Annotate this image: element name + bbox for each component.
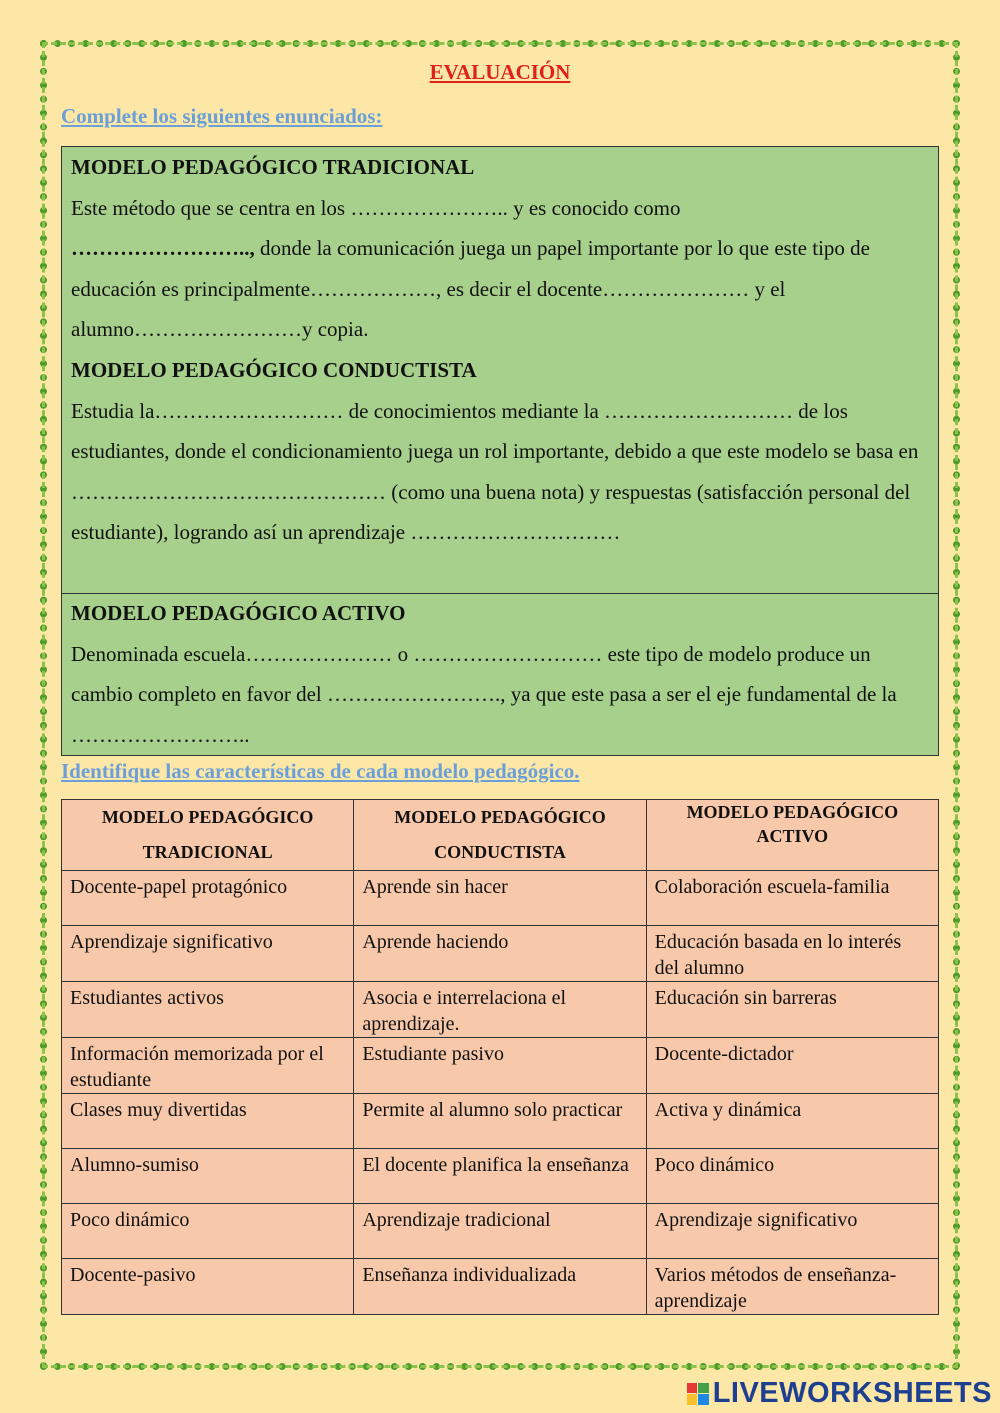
characteristics-table [61,799,939,1315]
table-cell[interactable]: Docente-papel protagónico [62,871,354,926]
logo-text: LIVEWORKSHEETS [712,1377,992,1409]
table-cell[interactable]: Educación sin barreras [646,982,938,1038]
table-cell[interactable]: Permite al alumno solo practicar [354,1094,646,1149]
column-header: MODELO PEDAGÓGICO CONDUCTISTA [354,800,646,871]
liveworksheets-logo [687,1377,992,1410]
section-text: Denominada escuela………………… o ……………………… este tipo de modelo produce un cambio completo en favor del ……………………., ya que este pasa a ser el eje fundamental de la …………………….. [71,641,897,747]
table-cell[interactable]: Activa y dinámica [646,1094,938,1149]
logo-icon [687,1383,709,1405]
table-cell[interactable]: Docente-dictador [646,1038,938,1094]
table-cell[interactable]: Alumno-sumiso [62,1149,354,1204]
table-row [62,1204,939,1259]
table-cell[interactable]: Aprendizaje tradicional [354,1204,646,1259]
fill-in-box [61,146,939,756]
section-text-blank[interactable]: …………………….., [71,236,255,261]
table-cell[interactable]: Clases muy divertidas [62,1094,354,1149]
table-cell[interactable]: Asocia e interrelaciona el aprendizaje. [354,982,646,1038]
table-cell[interactable]: Varios métodos de enseñanza-aprendizaje [646,1259,938,1315]
section-heading: MODELO PEDAGÓGICO TRADICIONAL [71,155,475,179]
section-text [71,188,929,350]
section-text-part: donde la comunicación juega un papel importante por lo que este tipo de educación es principalmente………………, es decir el docente………………… y el alumno……………………y copia. [71,236,870,342]
table-cell[interactable]: Estudiante pasivo [354,1038,646,1094]
table-cell[interactable]: Docente-pasivo [62,1259,354,1315]
section-text: Estudia la……………………… de conocimientos mediante la ……………………… de los estudiantes, donde el condicionamiento juega un rol importante, debido a que este modelo se basa en ……………………………………… (como una buena nota) y respuestas (satisfacción personal del estudiante), logrando así un aprendizaje ………………………… [71,398,919,545]
page-title: EVALUACIÓN [429,60,571,84]
section-heading: MODELO PEDAGÓGICO ACTIVO [71,601,406,625]
column-header: MODELO PEDAGÓGICO ACTIVO [646,800,938,871]
table-cell[interactable]: Información memorizada por el estudiante [62,1038,354,1094]
table-cell[interactable]: Colaboración escuela-familia [646,871,938,926]
table-cell[interactable]: Estudiantes activos [62,982,354,1038]
instruction-complete: Complete los siguientes enunciados: [61,104,383,128]
instruction-identify: Identifique las características de cada modelo pedagógico. [61,759,580,783]
section-activo [71,593,929,755]
column-header: MODELO PEDAGÓGICO TRADICIONAL [62,800,354,871]
table-row [62,871,939,926]
table-cell[interactable]: El docente planifica la enseñanza [354,1149,646,1204]
table-cell[interactable]: Enseñanza individualizada [354,1259,646,1315]
table-row [62,1259,939,1315]
table-row [62,926,939,982]
section-heading: MODELO PEDAGÓGICO CONDUCTISTA [71,357,477,382]
table-row [62,1038,939,1094]
table-cell[interactable]: Aprende haciendo [354,926,646,982]
table-cell[interactable]: Aprendizaje significativo [62,926,354,982]
table-cell[interactable]: Poco dinámico [62,1204,354,1259]
table-cell[interactable]: Educación basada en lo interés del alumno [646,926,938,982]
table-cell[interactable]: Aprende sin hacer [354,871,646,926]
table-row [62,1149,939,1204]
section-tradicional [71,147,929,553]
table-cell[interactable]: Aprendizaje significativo [646,1204,938,1259]
table-row [62,1094,939,1149]
section-text-part: Este método que se centra en los ………………….. y es conocido como [71,195,681,220]
table-header-row [62,800,939,871]
table-cell[interactable]: Poco dinámico [646,1149,938,1204]
table-row [62,982,939,1038]
